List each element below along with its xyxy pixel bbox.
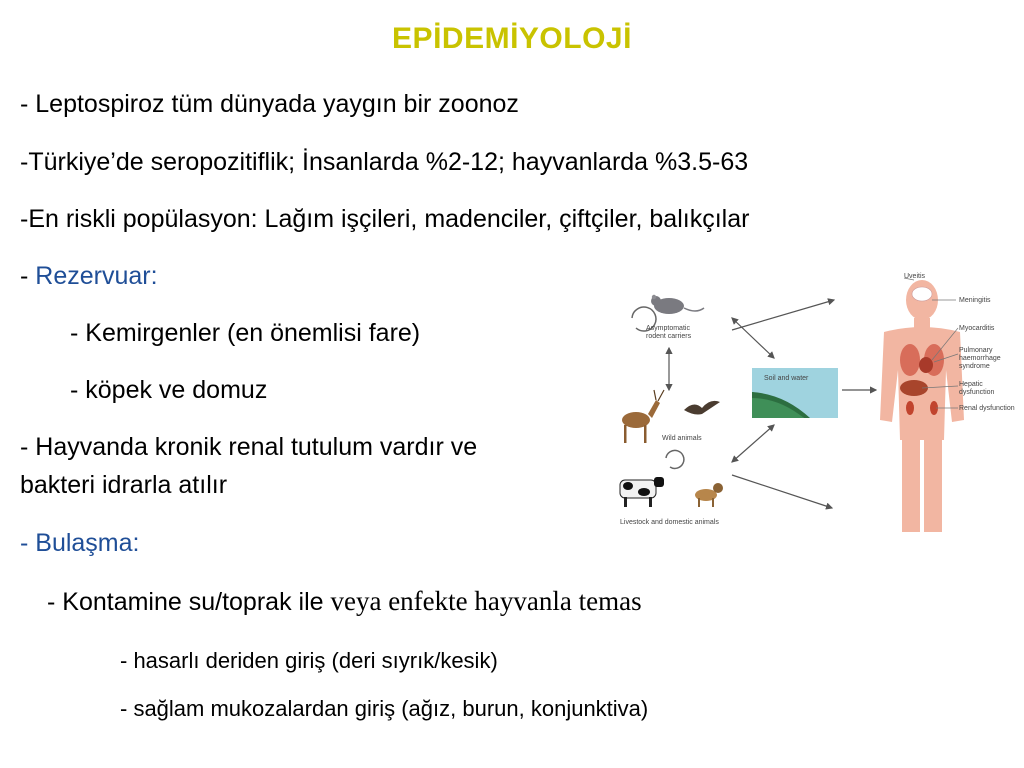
line-renal-tutulum-2: bakteri idrarla atılır (20, 471, 228, 499)
label-myocarditis: Myocarditis (959, 325, 995, 332)
line-seropozitiflik: -Türkiye’de seropozitiflik; İnsanlarda %2-12; hayvanlarda %3.5-63 (20, 148, 749, 176)
label-uveitis: Uveitis (904, 273, 926, 280)
label-hepatic-2: dysfunction (959, 389, 995, 396)
cow-icon (620, 477, 664, 507)
label-renal: Renal dysfunction (959, 405, 1015, 412)
label-pulmonary-1: Pulmonary (959, 347, 993, 354)
line-kemirgenler: - Kemirgenler (en önemlisi fare) (70, 319, 421, 347)
line-hasarli-deri: - hasarlı deriden giriş (deri sıyrık/kesik) (120, 648, 498, 673)
human-body-icon (880, 280, 964, 532)
line-riskli-populasyon: -En riskli popülasyon: Lağım işçileri, madenciler, çiftçiler, balıkçılar (20, 205, 750, 233)
label-wild-animals: Wild animals (662, 435, 702, 442)
livestock-cycle-arrow (666, 450, 684, 468)
label-rodent-2: rodent carriers (646, 333, 692, 340)
line-saglam-mukoza: - sağlam mukozalardan giriş (ağız, burun, konjunktiva) (120, 696, 649, 721)
arrow-rodent-human (732, 300, 834, 330)
dog-icon (695, 483, 723, 507)
kontamine-part2: veya enfekte hayvanla (330, 586, 572, 616)
arrow-livestock-soil (732, 425, 774, 462)
label-rodent-1: Asymptomatic (646, 325, 690, 332)
label-pulmonary-2: haemorrhage (959, 355, 1001, 362)
deer-icon (622, 390, 664, 443)
transmission-figure (614, 270, 1021, 532)
rodent-icon (651, 295, 704, 314)
transmission-diagram (614, 270, 1021, 532)
kontamine-part1: - Kontamine su/toprak ile (47, 588, 331, 616)
label-pulmonary-3: syndrome (959, 363, 990, 370)
bat-icon (684, 401, 720, 415)
line-zoonoz: - Leptospiroz tüm dünyada yaygın bir zoonoz (20, 90, 519, 118)
line-rezervuar (20, 261, 158, 291)
label-hepatic-1: Hepatic (959, 381, 983, 388)
line-bulasma: - Bulaşma: (20, 529, 140, 557)
line-renal-tutulum-1: - Hayvanda kronik renal tutulum vardır ve (20, 433, 478, 461)
label-livestock: Livestock and domestic animals (620, 519, 719, 526)
label-meningitis: Meningitis (959, 297, 991, 304)
line-kontamine (47, 586, 642, 617)
rezervuar-heading: Rezervuar: (35, 262, 158, 290)
label-soil-water: Soil and water (764, 375, 809, 382)
arrow-livestock-human (732, 475, 832, 508)
line-kopek-domuz: - köpek ve domuz (70, 376, 268, 404)
kontamine-part3: temas (571, 586, 642, 616)
slide-title: EPİDEMİYOLOJİ (392, 22, 632, 55)
rezervuar-dash: - (20, 262, 36, 290)
